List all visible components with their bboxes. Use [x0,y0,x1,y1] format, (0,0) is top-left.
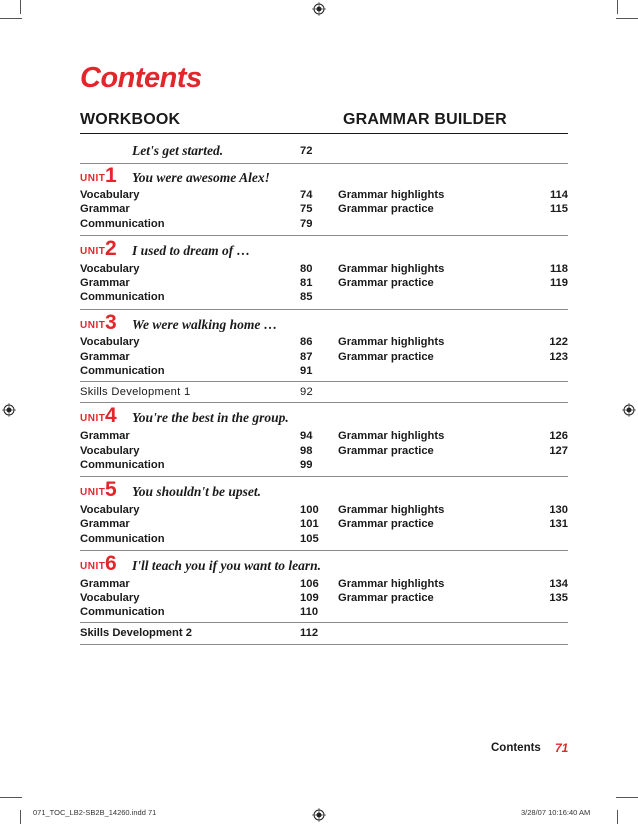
toc-row [80,277,568,291]
crop-mark [617,0,618,14]
toc-row [80,459,568,473]
workbook-item: Grammar [80,277,130,289]
divider [80,381,568,382]
workbook-page: 75 [300,203,313,215]
crop-mark [20,810,21,824]
divider [80,309,568,310]
workbook-item: Vocabulary [80,189,140,201]
divider [80,476,568,477]
grammar-page: 118 [549,263,568,275]
workbook-page: 110 [300,606,319,618]
workbook-page: 86 [300,336,313,348]
skills-label: Skills Development 2 [80,627,192,639]
unit-number: 2 [105,237,117,260]
toc-row [80,504,568,518]
grammar-page: 123 [549,351,568,363]
grammar-page: 114 [549,189,568,201]
workbook-page: 87 [300,351,313,363]
workbook-item: Grammar [80,430,130,442]
workbook-item: Vocabulary [80,504,140,516]
workbook-item: Communication [80,533,165,545]
workbook-page: 80 [300,263,313,275]
workbook-page: 74 [300,189,313,201]
unit-title: You were awesome Alex! [132,170,270,185]
grammar-page: 127 [549,445,568,457]
unit-label: UNIT [80,413,106,424]
registration-mark-icon [622,403,636,417]
workbook-item: Grammar [80,518,130,530]
workbook-item: Communication [80,606,165,618]
slug-filename: 071_TOC_LB2-SB2B_14260.indd 71 [33,808,157,817]
crop-mark [0,797,22,798]
unit-title: You're the best in the group. [132,410,289,425]
page-number: 71 [555,741,569,755]
skills-page: 112 [300,627,319,639]
grammar-page: 131 [549,518,568,530]
header-rule [80,133,568,134]
grammar-page: 126 [549,430,568,442]
divider [80,402,568,403]
grammar-page: 115 [549,203,568,215]
grammar-item: Grammar practice [338,277,434,289]
workbook-page: 105 [300,533,319,545]
grammar-item: Grammar practice [338,351,434,363]
workbook-item: Communication [80,459,165,471]
grammar-page: 134 [549,578,568,590]
crop-mark [616,797,638,798]
workbook-page: 100 [300,504,319,516]
toc-row [80,578,568,592]
crop-mark [616,18,638,19]
workbook-page: 106 [300,578,319,590]
toc-row [80,445,568,459]
toc-row [80,430,568,444]
toc-row [80,336,568,350]
unit-title: We were walking home … [132,317,278,332]
workbook-item: Grammar [80,578,130,590]
divider [80,550,568,551]
grammar-item: Grammar highlights [338,504,445,516]
workbook-page: 91 [300,365,313,377]
unit-title: I used to dream of … [132,243,251,258]
toc-row [80,533,568,547]
toc-row [80,263,568,277]
grammar-page: 122 [549,336,568,348]
slug-date: 3/28/07 10:16:40 AM [521,808,591,817]
intro-title: Let's get started. [132,143,224,158]
toc-row [80,218,568,232]
unit-title: You shouldn't be upset. [132,484,262,499]
grammar-page: 119 [549,277,568,289]
grammar-page: 130 [549,504,568,516]
toc-row [80,189,568,203]
workbook-item: Vocabulary [80,263,140,275]
workbook-page: 79 [300,218,313,230]
workbook-item: Communication [80,218,165,230]
grammar-item: Grammar practice [338,592,434,604]
toc-row [80,365,568,379]
toc-row [80,351,568,365]
workbook-page: 94 [300,430,313,442]
divider [80,235,568,236]
intro-page: 72 [300,145,313,157]
grammar-page: 135 [549,592,568,604]
workbook-page: 109 [300,592,319,604]
skills-label: Skills Development 1 [80,386,191,398]
skills-row [80,386,568,400]
skills-row [80,627,568,641]
skills-page: 92 [300,386,314,398]
unit-label: UNIT [80,320,106,331]
unit-label: UNIT [80,246,106,257]
workbook-page: 81 [300,277,313,289]
workbook-item: Grammar [80,203,130,215]
unit-number: 4 [105,404,117,427]
grammar-builder-header: GRAMMAR BUILDER [343,111,507,128]
crop-mark [0,18,22,19]
registration-mark-icon [312,2,326,16]
workbook-page: 101 [300,518,319,530]
grammar-item: Grammar practice [338,445,434,457]
toc-row [80,291,568,305]
workbook-page: 99 [300,459,313,471]
divider [80,163,568,164]
grammar-item: Grammar highlights [338,430,445,442]
grammar-item: Grammar highlights [338,336,445,348]
divider [80,622,568,623]
crop-mark [20,0,21,14]
unit-number: 1 [105,164,117,187]
unit-number: 5 [105,478,117,501]
footer-label: Contents [491,742,541,754]
workbook-item: Communication [80,365,165,377]
page-title: Contents [80,62,202,94]
workbook-item: Grammar [80,351,130,363]
toc-row [80,203,568,217]
unit-title: I'll teach you if you want to learn. [132,558,322,573]
workbook-item: Communication [80,291,165,303]
registration-mark-icon [2,403,16,417]
workbook-header: WORKBOOK [80,111,181,128]
registration-mark-icon [312,808,326,822]
unit-number: 6 [105,552,117,575]
workbook-item: Vocabulary [80,592,140,604]
divider [80,644,568,645]
workbook-item: Vocabulary [80,336,140,348]
grammar-item: Grammar practice [338,203,434,215]
unit-label: UNIT [80,487,106,498]
workbook-page: 98 [300,445,313,457]
toc-row [80,518,568,532]
crop-mark [617,810,618,824]
unit-label: UNIT [80,561,106,572]
grammar-item: Grammar highlights [338,263,445,275]
toc-row [80,606,568,620]
grammar-item: Grammar practice [338,518,434,530]
toc-row [80,592,568,606]
unit-label: UNIT [80,173,106,184]
grammar-item: Grammar highlights [338,578,445,590]
grammar-item: Grammar highlights [338,189,445,201]
workbook-page: 85 [300,291,313,303]
unit-number: 3 [105,311,117,334]
workbook-item: Vocabulary [80,445,140,457]
